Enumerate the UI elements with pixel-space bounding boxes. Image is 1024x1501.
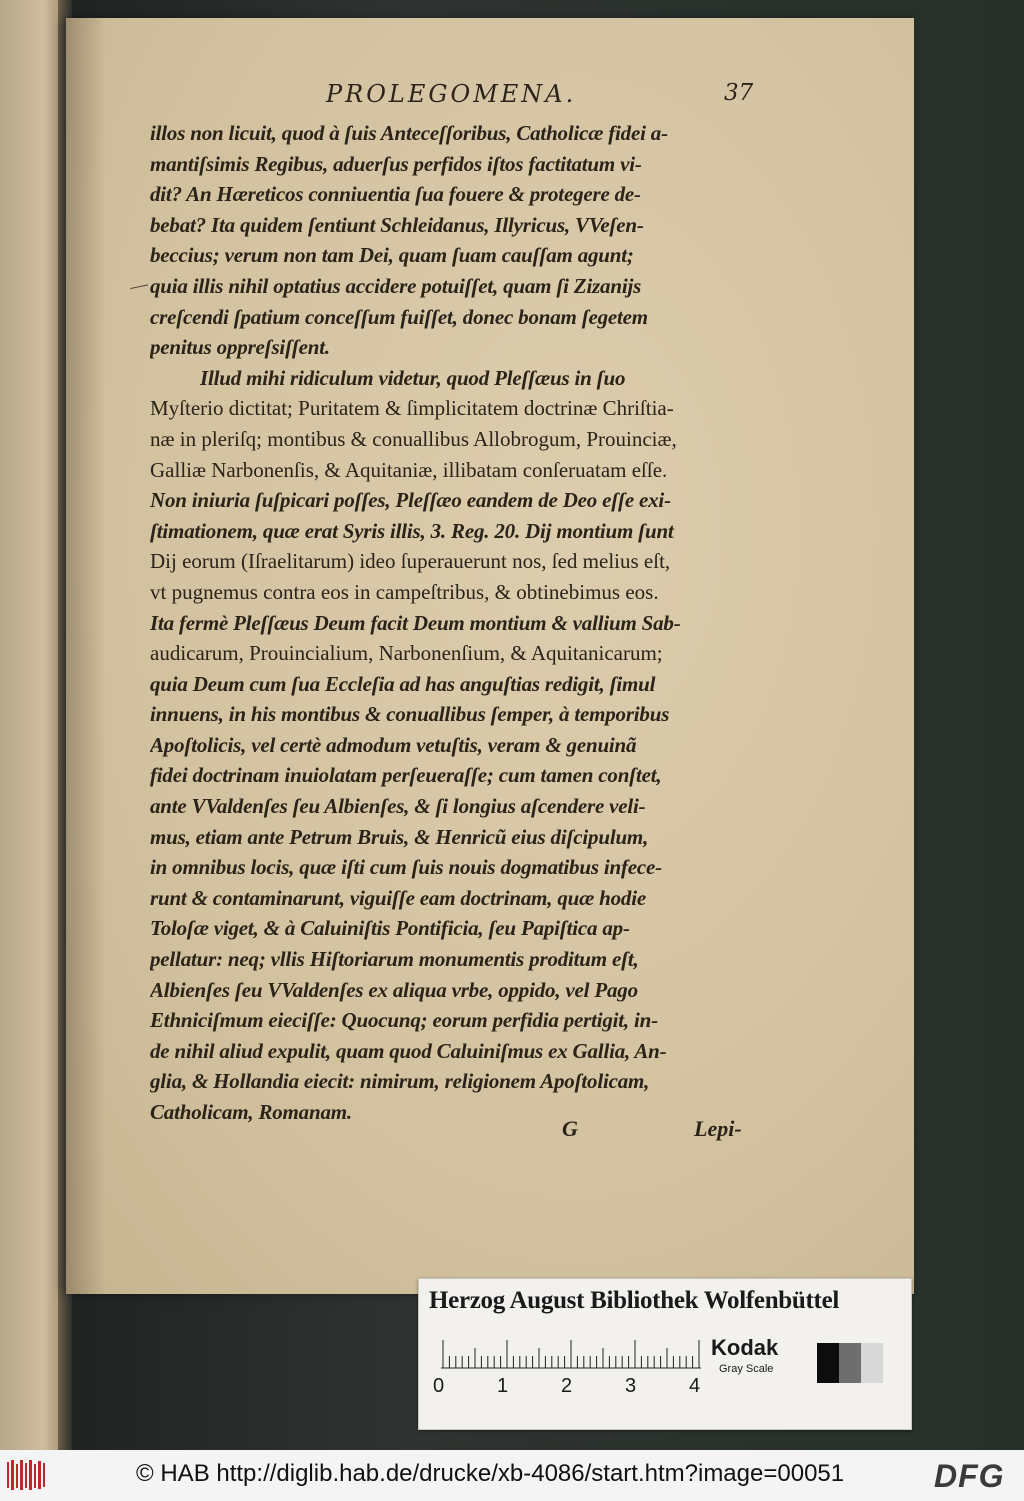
gray-scale-label: Gray Scale <box>719 1363 774 1375</box>
text-line: penitus oppreſsiſſent. <box>150 335 330 360</box>
text-line: runt & contaminarunt, viguiſſe eam doctrinam, quæ hodie <box>150 885 646 910</box>
text-line: Albienſes ſeu VValdenſes ex aliqua vrbe, oppido, vel Pago <box>150 977 638 1002</box>
text-line: Myſterio dictitat; Puritatem & ſimplicitatem doctrinæ Chriſtia- <box>150 396 674 421</box>
text-line: beccius; verum non tam Dei, quam ſuam cauſſam agunt; <box>150 243 634 268</box>
text-line: illos non licuit, quod à ſuis Anteceſſoribus, Catholicæ fidei a- <box>150 121 668 145</box>
catchword: Lepi- <box>694 1116 742 1141</box>
text-line: Ita fermè Pleſſæus Deum facit Deum montium & vallium Sab- <box>150 610 681 635</box>
text-line: quia Deum cum ſua Eccleſia ad has anguſtias redigit, ſimul <box>150 671 656 696</box>
text-line: de nihil aliud expulit, quam quod Caluiniſmus ex Gallia, An- <box>150 1038 667 1063</box>
barcode-icon <box>6 1458 46 1492</box>
text-line: Catholicam, Romanam. <box>150 1100 352 1124</box>
text-line: Ethniciſmum eieciſſe: Quocunq; eorum perfidia pertigit, in- <box>150 1008 658 1033</box>
dfg-logo: DFG <box>934 1458 1005 1494</box>
text-line: fidei doctrinam inuiolatam perſeueraſſe; cum tamen conſtet, <box>150 763 662 788</box>
text-line: Illud mihi ridiculum videtur, quod Pleſſæus in ſuo <box>200 365 626 390</box>
text-line: pellatur: neq; vllis Hiſtoriarum monumentis proditum eſt, <box>150 947 639 972</box>
text-line: dit? An Hæreticos conniuentia ſua fouere & protegere de- <box>150 182 641 207</box>
page-shadow <box>66 18 106 1294</box>
page-number: 37 <box>724 80 754 106</box>
ruler-number: 1 <box>497 1375 509 1397</box>
text-line: næ in pleriſq; montibus & conuallibus Allobrogum, Prouinciæ, <box>150 426 677 451</box>
margin-mark <box>130 284 152 306</box>
text-line: quia illis nihil optatius accidere potuiſſet, quam ſi Zizanijs <box>150 273 642 298</box>
gray-swatch-mid <box>839 1343 861 1383</box>
text-line: Toloſæ viget, & à Caluiniſtis Pontificia, ſeu Papiſtica ap- <box>150 916 630 941</box>
text-line: Apoſtolicis, vel certè admodum vetuſtis, veram & genuinã <box>150 732 637 757</box>
viewer-footer <box>0 1450 1024 1501</box>
text-block <box>150 118 760 1128</box>
text-line: vt pugnemus contra eos in campeſtribus, & obtinebimus eos. <box>150 579 659 604</box>
ruler-number: 2 <box>561 1375 573 1397</box>
text-line: bebat? Ita quidem ſentiunt Schleidanus, Illyricus, VVeſen- <box>150 212 644 237</box>
text-line: mantiſsimis Regibus, aduerſus perfidos iſtos factitatum vi- <box>150 151 642 176</box>
text-line: Dij eorum (Iſraelitarum) ideo ſuperauerunt nos, ſed melius eſt, <box>150 549 671 574</box>
ruler-number: 3 <box>625 1375 637 1397</box>
text-line: creſcendi ſpatium conceſſum fuiſſet, donec bonam ſegetem <box>150 304 648 329</box>
text-line: audicarum, Prouincialium, Narbonenſium, & Aquitanicarum; <box>150 641 663 666</box>
ruler-scale <box>441 1339 703 1369</box>
signature-mark: G <box>562 1116 578 1141</box>
copyright-url[interactable]: © HAB http://diglib.hab.de/drucke/xb-4086/start.htm?image=00051 <box>136 1460 845 1487</box>
ruler-number: 0 <box>433 1375 445 1397</box>
text-line: glia, & Hollandia eiecit: nimirum, religionem Apoſtolicam, <box>150 1069 650 1094</box>
library-name: Herzog August Bibliothek Wolfenbüttel <box>429 1287 840 1314</box>
text-line: ante VValdenſes ſeu Albienſes, & ſi longius aſcendere veli- <box>150 794 646 819</box>
text-line: in omnibus locis, quæ iſti cum ſuis nouis dogmatibus infece- <box>150 855 662 880</box>
text-line: Non iniuria ſuſpicari poſſes, Pleſſæo eandem de Deo eſſe exi- <box>150 488 671 513</box>
kodak-logo: Kodak <box>711 1335 779 1360</box>
text-line: ſtimationem, quæ erat Syris illis, 3. Reg. 20. Dij montium ſunt <box>150 518 674 543</box>
gray-swatch-black <box>817 1343 839 1383</box>
text-line: Galliæ Narbonenſis, & Aquitaniæ, illibatam conſeruatam eſſe. <box>150 457 668 482</box>
text-line: mus, etiam ante Petrum Bruis, & Henricũ eius diſcipulum, <box>150 824 649 849</box>
text-line: innuens, in his montibus & conuallibus ſemper, à temporibus <box>150 702 670 727</box>
previous-page-edge <box>0 0 62 1450</box>
gray-swatch-light <box>861 1343 883 1383</box>
ruler-number: 4 <box>689 1375 701 1397</box>
library-color-card <box>418 1278 912 1430</box>
running-head: PROLEGOMENA. <box>326 80 577 108</box>
